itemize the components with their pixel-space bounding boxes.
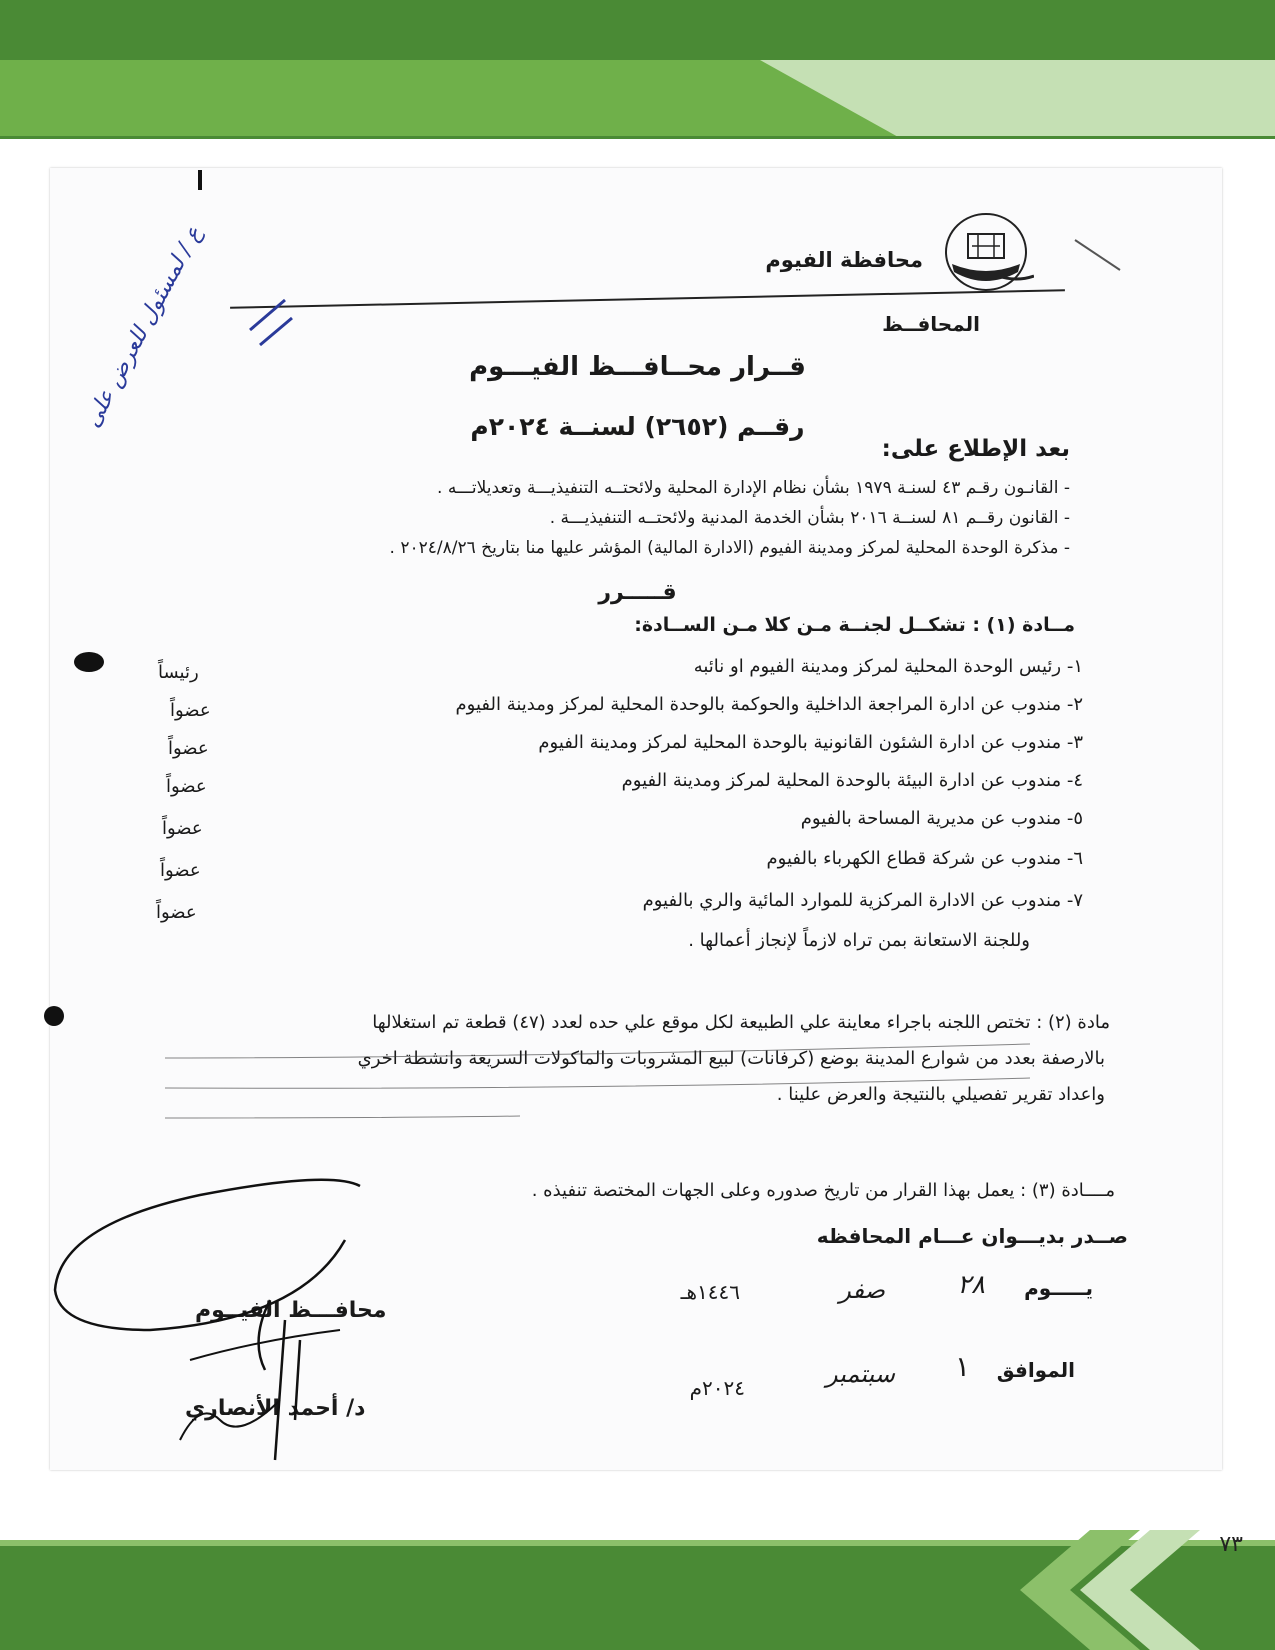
office-label: المحافــظ <box>882 312 980 336</box>
article-3: مــــادة (٣) : يعمل بهذا القرار من تاريخ صدوره وعلى الجهات المختصة تنفيذه . <box>531 1180 1115 1201</box>
corresponding-label: الموافق <box>996 1358 1075 1382</box>
article-1-heading: مــادة (١) : تشكــل لجنــة مـن كلا مـن الســادة: <box>634 614 1075 636</box>
governorate-logo-icon <box>938 206 1034 298</box>
article-2-line: بالارصفة بعدد من شوارع المدينة بوضع (كرفانات) لبيع المشروبات والماكولات السريعة وانشطة اخري <box>357 1048 1105 1069</box>
decree-number: رقــم (٢٦٥٢) لسنــة ٢٠٢٤م <box>470 412 805 441</box>
issued-day-label: يـــــوم <box>1024 1276 1093 1300</box>
greg-year: ٢٠٢٤م <box>689 1376 745 1400</box>
greg-month: سبتمبر <box>826 1360 895 1388</box>
issued-hijri-month: صفر <box>839 1276 885 1304</box>
reference-item: - مذكرة الوحدة المحلية لمركز ومدينة الفيوم (الادارة المالية) المؤشر عليها منا بتاريخ ٢٠٢٤/٨/٢٦ . <box>389 538 1070 558</box>
page-number: ٧٣ <box>1219 1532 1243 1557</box>
signatory-name: د/ أحمد الأنصاري <box>185 1396 366 1421</box>
margin-note: ع / لمسئول للعرض على <box>80 222 208 432</box>
preamble-heading: بعد الإطلاع على: <box>881 436 1070 462</box>
committee-member: ٧- مندوب عن الادارة المركزية للموارد المائية والري بالفيوم <box>642 890 1083 911</box>
punch-hole <box>44 1006 64 1026</box>
greg-day: ١ <box>954 1350 970 1383</box>
issued-place: صــدر بديـــوان عـــام المحافظه <box>816 1224 1128 1248</box>
committee-member: ٣- مندوب عن ادارة الشئون القانونية بالوحدة المحلية لمركز ومدينة الفيوم <box>538 732 1083 753</box>
committee-member: ١- رئيس الوحدة المحلية لمركز ومدينة الفيوم او نائبه <box>693 656 1083 677</box>
header-band <box>0 0 1275 60</box>
punch-hole <box>74 652 104 672</box>
committee-role: رئيساً <box>158 662 199 683</box>
committee-member: ٦- مندوب عن شركة قطاع الكهرباء بالفيوم <box>766 848 1083 869</box>
committee-closing: وللجنة الاستعانة بمن تراه لازماً لإنجاز أعمالها . <box>688 930 1030 951</box>
committee-member: ٤- مندوب عن ادارة البيئة بالوحدة المحلية لمركز ومدينة الفيوم <box>621 770 1083 791</box>
committee-role: عضواً <box>162 818 203 839</box>
governorate-name: محافظة الفيوم <box>765 248 923 272</box>
reference-item: - القانون رقــم ٨١ لسنــة ٢٠١٦ بشأن الخدمة المدنية ولائحتــه التنفيذيـــة . <box>549 508 1070 528</box>
committee-role: عضواً <box>156 902 197 923</box>
issued-day-value: ٢٨ <box>957 1270 985 1300</box>
committee-member: ٢- مندوب عن ادارة المراجعة الداخلية والحوكمة بالوحدة المحلية لمركز ومدينة الفيوم <box>455 694 1083 715</box>
footer-chevron-icon <box>1000 1530 1200 1650</box>
reference-item: - القانـون رقـم ٤٣ لسنـة ١٩٧٩ بشأن نظام الإدارة المحلية ولائحتــه التنفيذيـــة وتعديلاتـــه . <box>437 478 1070 498</box>
signatory-title: محافـــظ الفيــوم <box>195 1298 387 1323</box>
committee-member: ٥- مندوب عن مديرية المساحة بالفيوم <box>800 808 1083 829</box>
header-band-mid <box>0 60 900 138</box>
article-2-line: مادة (٢) : تختص اللجنه باجراء معاينة علي الطبيعة لكل موقع علي حده لعدد (٤٧) قطعة تم استغلالها <box>372 1012 1110 1033</box>
header-divider <box>0 136 1275 139</box>
committee-role: عضواً <box>160 860 201 881</box>
decree-title: قــرار محــافـــظ الفيـــوم <box>469 352 806 382</box>
issued-hijri-year: ١٤٤٦هـ <box>680 1280 740 1304</box>
committee-role: عضواً <box>170 700 211 721</box>
article-2-line: واعداد تقرير تفصيلي بالنتيجة والعرض علينا . <box>776 1084 1105 1105</box>
committee-role: عضواً <box>166 776 207 797</box>
decision-heading: قـــــرر <box>598 580 677 605</box>
committee-role: عضواً <box>168 738 209 759</box>
